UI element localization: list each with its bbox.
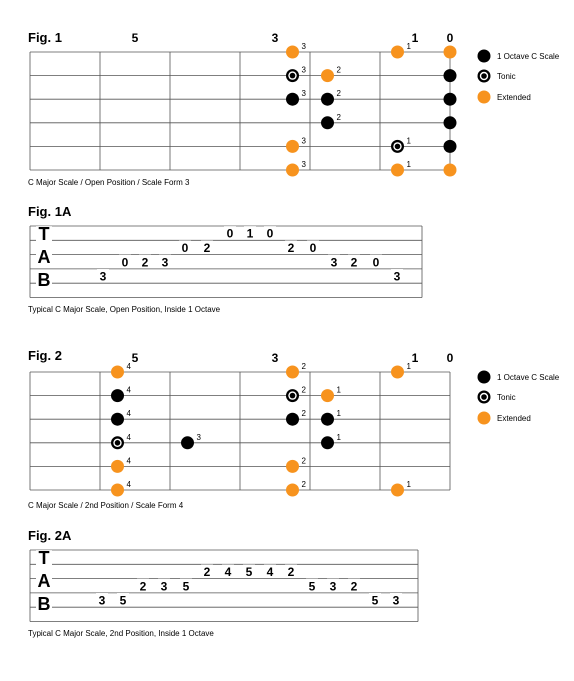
legend-scale-label: 1 Octave C Scale bbox=[497, 52, 560, 61]
finger-number: 3 bbox=[301, 89, 306, 99]
tab-fret-number: 2 bbox=[141, 255, 149, 270]
tab-fret-number: 0 bbox=[181, 240, 189, 255]
tab-fret-number: 3 bbox=[98, 593, 106, 608]
tab-fret-number: 0 bbox=[372, 255, 380, 270]
finger-number: 1 bbox=[336, 432, 341, 442]
finger-number: 1 bbox=[336, 409, 341, 419]
legend-fig1 bbox=[478, 50, 560, 104]
tab-fret-number: 0 bbox=[226, 226, 234, 241]
fig2a-tab bbox=[28, 528, 418, 638]
extended-note bbox=[321, 69, 334, 82]
finger-number: 4 bbox=[126, 432, 131, 442]
tonic-note bbox=[111, 436, 124, 449]
tab-fret-number: 0 bbox=[121, 255, 129, 270]
scale-note bbox=[444, 116, 457, 129]
scale-note-icon bbox=[478, 371, 491, 384]
scale-note bbox=[321, 413, 334, 426]
tonic-note bbox=[286, 69, 299, 82]
tab-fret-number: 3 bbox=[161, 255, 169, 270]
tab-fret-number: 4 bbox=[224, 564, 232, 579]
legend-extended-label: Extended bbox=[497, 93, 531, 102]
tab-fret-number: 5 bbox=[119, 593, 127, 608]
tab-clef-letter: B bbox=[37, 593, 51, 614]
extended-note bbox=[286, 484, 299, 497]
tab-clef-letter: T bbox=[38, 224, 50, 245]
fret-number-label: 1 bbox=[411, 351, 419, 365]
finger-number: 1 bbox=[406, 480, 411, 489]
finger-number: 3 bbox=[301, 65, 306, 75]
extended-note bbox=[286, 164, 299, 177]
finger-number: 3 bbox=[196, 432, 201, 442]
fig2-notes bbox=[111, 362, 412, 497]
finger-number: 3 bbox=[301, 160, 306, 169]
tab-fret-number: 2 bbox=[287, 240, 295, 255]
fret-number-label: 1 bbox=[411, 31, 419, 45]
tab-fret-number: 5 bbox=[245, 564, 253, 579]
scale-note bbox=[111, 413, 124, 426]
extended-note bbox=[444, 46, 457, 59]
tab-fret-number: 3 bbox=[160, 579, 168, 594]
finger-number: 2 bbox=[336, 65, 341, 75]
tab-fret-number: 4 bbox=[266, 564, 274, 579]
scale-note bbox=[444, 93, 457, 106]
tab-fret-number: 2 bbox=[139, 579, 147, 594]
scale-note bbox=[444, 140, 457, 153]
extended-note bbox=[286, 140, 299, 153]
tab-fret-number: 5 bbox=[182, 579, 190, 594]
tab-fret-number: 1 bbox=[246, 226, 254, 241]
extended-note bbox=[286, 366, 299, 379]
extended-note bbox=[111, 484, 124, 497]
extended-note bbox=[391, 46, 404, 59]
scale-note bbox=[286, 93, 299, 106]
fig1-diagram bbox=[28, 30, 457, 187]
legend-extended-label: Extended bbox=[497, 414, 531, 423]
fig2-diagram bbox=[28, 348, 454, 510]
finger-number: 1 bbox=[406, 160, 411, 169]
tab-fret-number: 2 bbox=[203, 240, 211, 255]
finger-number: 3 bbox=[301, 42, 306, 51]
scale-note bbox=[321, 116, 334, 129]
legend-tonic-label: Tonic bbox=[497, 72, 516, 81]
scale-note bbox=[111, 389, 124, 402]
tab-fret-number: 0 bbox=[309, 240, 317, 255]
tab-fret-number: 5 bbox=[308, 579, 316, 594]
finger-number: 2 bbox=[301, 456, 306, 466]
tonic-note-icon bbox=[478, 391, 491, 404]
fret-number-label: 0 bbox=[446, 351, 454, 365]
tab-clef-letter: B bbox=[37, 269, 51, 290]
fig2a-notes bbox=[96, 564, 402, 607]
finger-number: 2 bbox=[301, 362, 306, 371]
tonic-note-icon bbox=[478, 70, 491, 83]
tab-clef-letter: A bbox=[37, 247, 51, 268]
fret-number-label: 3 bbox=[271, 31, 279, 45]
tab-fret-number: 3 bbox=[329, 579, 337, 594]
extended-note bbox=[391, 484, 404, 497]
fig1-notes bbox=[286, 42, 457, 177]
legend-tonic-label: Tonic bbox=[497, 393, 516, 402]
fig1-fretboard bbox=[30, 52, 450, 170]
tab-fret-number: 2 bbox=[350, 579, 358, 594]
tab-fret-number: 5 bbox=[371, 593, 379, 608]
legend-fig2 bbox=[478, 371, 560, 425]
extended-note-icon bbox=[478, 91, 491, 104]
extended-note bbox=[444, 164, 457, 177]
tonic-note bbox=[391, 140, 404, 153]
fig2-fret-labels bbox=[132, 351, 454, 365]
fig1-caption: C Major Scale / Open Position / Scale Form 3 bbox=[28, 178, 190, 187]
tab-fret-number: 3 bbox=[330, 255, 338, 270]
extended-note bbox=[286, 46, 299, 59]
extended-note bbox=[321, 389, 334, 402]
tab-fret-number: 3 bbox=[393, 269, 401, 284]
finger-number: 4 bbox=[126, 456, 131, 466]
scale-note bbox=[286, 413, 299, 426]
tab-fret-number: 0 bbox=[266, 226, 274, 241]
fig1a-title: Fig. 1A bbox=[28, 204, 72, 219]
tab-fret-number: 2 bbox=[203, 564, 211, 579]
finger-number: 1 bbox=[406, 362, 411, 371]
scale-note-icon bbox=[478, 50, 491, 63]
tab-fret-number: 2 bbox=[350, 255, 358, 270]
finger-number: 2 bbox=[301, 480, 306, 489]
fig1-title: Fig. 1 bbox=[28, 30, 62, 45]
finger-number: 1 bbox=[406, 136, 411, 146]
scale-note bbox=[321, 93, 334, 106]
finger-number: 2 bbox=[336, 89, 341, 99]
scale-note bbox=[444, 69, 457, 82]
fig2a-title: Fig. 2A bbox=[28, 528, 72, 543]
tab-clef-letter: T bbox=[38, 548, 50, 569]
fig2-fretboard bbox=[30, 372, 450, 490]
finger-number: 1 bbox=[336, 385, 341, 395]
finger-number: 4 bbox=[126, 409, 131, 419]
tab-fret-number: 3 bbox=[99, 269, 107, 284]
extended-note bbox=[111, 366, 124, 379]
extended-note bbox=[111, 460, 124, 473]
fig2-caption: C Major Scale / 2nd Position / Scale Form 4 bbox=[28, 501, 184, 510]
finger-number: 2 bbox=[301, 385, 306, 395]
fig2a-caption: Typical C Major Scale, 2nd Position, Inside 1 Octave bbox=[28, 629, 214, 638]
fig1a-tab bbox=[28, 204, 422, 314]
fret-number-label: 3 bbox=[271, 351, 279, 365]
finger-number: 4 bbox=[126, 385, 131, 395]
finger-number: 2 bbox=[336, 112, 341, 122]
finger-number: 3 bbox=[301, 136, 306, 146]
tab-fret-number: 3 bbox=[392, 593, 400, 608]
tonic-note bbox=[286, 389, 299, 402]
tab-clef-letter: A bbox=[37, 571, 51, 592]
fret-number-label: 0 bbox=[446, 31, 454, 45]
finger-number: 4 bbox=[126, 362, 131, 371]
fig1-fret-labels bbox=[132, 31, 454, 45]
extended-note bbox=[391, 366, 404, 379]
finger-number: 4 bbox=[126, 480, 131, 489]
scale-note bbox=[181, 436, 194, 449]
fret-number-label: 5 bbox=[131, 31, 139, 45]
fig2-title: Fig. 2 bbox=[28, 348, 62, 363]
extended-note bbox=[391, 164, 404, 177]
finger-number: 2 bbox=[301, 409, 306, 419]
scale-note bbox=[321, 436, 334, 449]
fig1a-caption: Typical C Major Scale, Open Position, Inside 1 Octave bbox=[28, 305, 221, 314]
legend-scale-label: 1 Octave C Scale bbox=[497, 373, 560, 382]
fret-number-label: 5 bbox=[131, 351, 139, 365]
tab-fret-number: 2 bbox=[287, 564, 295, 579]
extended-note-icon bbox=[478, 412, 491, 425]
extended-note bbox=[286, 460, 299, 473]
finger-number: 1 bbox=[406, 42, 411, 51]
